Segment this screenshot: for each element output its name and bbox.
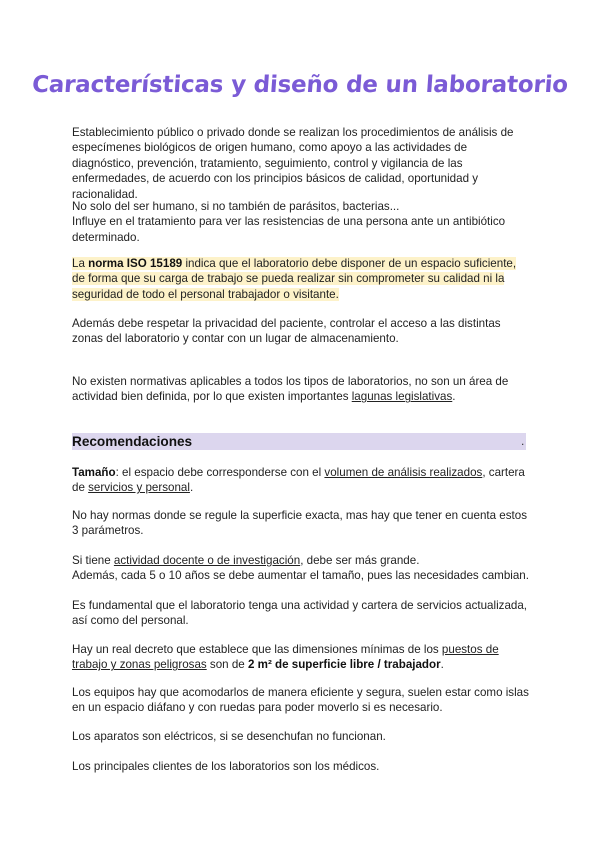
section-trailing-dot: . bbox=[521, 434, 525, 448]
size-text-mid: , cartera de bbox=[72, 466, 525, 495]
teaching-paragraph bbox=[72, 553, 532, 584]
services-paragraph: Es fundamental que el laboratorio tenga una actividad y cartera de servicios actualizada, así como del personal. bbox=[72, 599, 528, 628]
iso-norm-bold: norma ISO 15189 bbox=[88, 257, 183, 270]
decree-text-post: . bbox=[440, 658, 444, 672]
legislation-text-post: . bbox=[452, 390, 456, 404]
legislation-underlined: lagunas legislativas bbox=[351, 390, 453, 404]
teaching-text-pre: Si tiene bbox=[72, 554, 114, 567]
equipment-paragraph: Los equipos hay que acomodarlos de manera eficiente y segura, suelen estar como islas en un espacio diáfano y con ruedas para poder moverlo si es necesario. bbox=[72, 686, 529, 715]
decree-paragraph bbox=[72, 642, 532, 673]
size-paragraph bbox=[72, 465, 532, 496]
iso-paragraph bbox=[72, 256, 532, 302]
teaching-line-2: Además, cada 5 o 10 años se debe aumentar el tamaño, pues las necesidades cambian. bbox=[72, 569, 529, 583]
page-title: Características y diseño de un laboratorio bbox=[31, 72, 569, 98]
iso-text-pre: La bbox=[72, 257, 89, 270]
scope-line-2: Influye en el tratamiento para ver las resistencias de una persona ante un antibiótico determinado. bbox=[72, 215, 506, 244]
size-bold: Tamaño bbox=[72, 466, 116, 479]
scope-paragraph bbox=[72, 199, 532, 245]
decree-bold: 2 m² de superficie libre / trabajador bbox=[247, 658, 441, 672]
decree-text-pre: Hay un real decreto que establece que las dimensiones mínimas de los bbox=[72, 643, 442, 656]
size-underlined-1: volumen de análisis realizados bbox=[324, 466, 483, 479]
decree-underlined: puestos de trabajo y zonas peligrosas bbox=[72, 643, 499, 672]
iso-text-post: indica que el laboratorio debe disponer de un espacio suficiente, de forma que su carga de trabajo se pueda realizar sin comprometer su calidad ni la seguridad de todo el personal trabajador o visitante. bbox=[72, 257, 517, 301]
teaching-underlined: actividad docente o de investigación bbox=[113, 554, 301, 567]
size-underlined-2: servicios y personal bbox=[88, 481, 190, 495]
norms-paragraph: No hay normas donde se regule la superficie exacta, mas hay que tener en cuenta estos 3 parámetros. bbox=[72, 509, 528, 538]
size-text-pre: : el espacio debe corresponderse con el bbox=[115, 466, 325, 479]
legislation-paragraph bbox=[72, 374, 532, 405]
size-text-post: . bbox=[189, 481, 194, 495]
clients-paragraph: Los principales clientes de los laboratorios son los médicos. bbox=[72, 760, 380, 773]
scope-line-1: No solo del ser humano, si no también de parásitos, bacterias... bbox=[72, 200, 400, 213]
privacy-paragraph: Además debe respetar la privacidad del paciente, controlar el acceso a las distintas zonas del laboratorio y contar con un lugar de almacenamiento. bbox=[72, 317, 501, 346]
definition-paragraph: Establecimiento público o privado donde se realizan los procedimientos de análisis de especímenes biológicos de origen humano, como apoyo a las actividades de diagnóstico, prevención, tratamiento, seguimiento, control y vigilancia de las enfermedades, de acuerdo con los principios básicos de calidad, oportunidad y racionalidad. bbox=[72, 126, 514, 201]
decree-text-mid: son de bbox=[206, 658, 248, 672]
section-title: Recomendaciones bbox=[72, 434, 193, 449]
legislation-text-pre: No existen normativas aplicables a todos los tipos de laboratorios, no son un área de actividad bien definida, por lo que existen importantes bbox=[72, 375, 509, 404]
teaching-text-post: , debe ser más grande. bbox=[300, 554, 420, 567]
electric-paragraph: Los aparatos son eléctricos, si se desenchufan no funcionan. bbox=[72, 730, 386, 743]
